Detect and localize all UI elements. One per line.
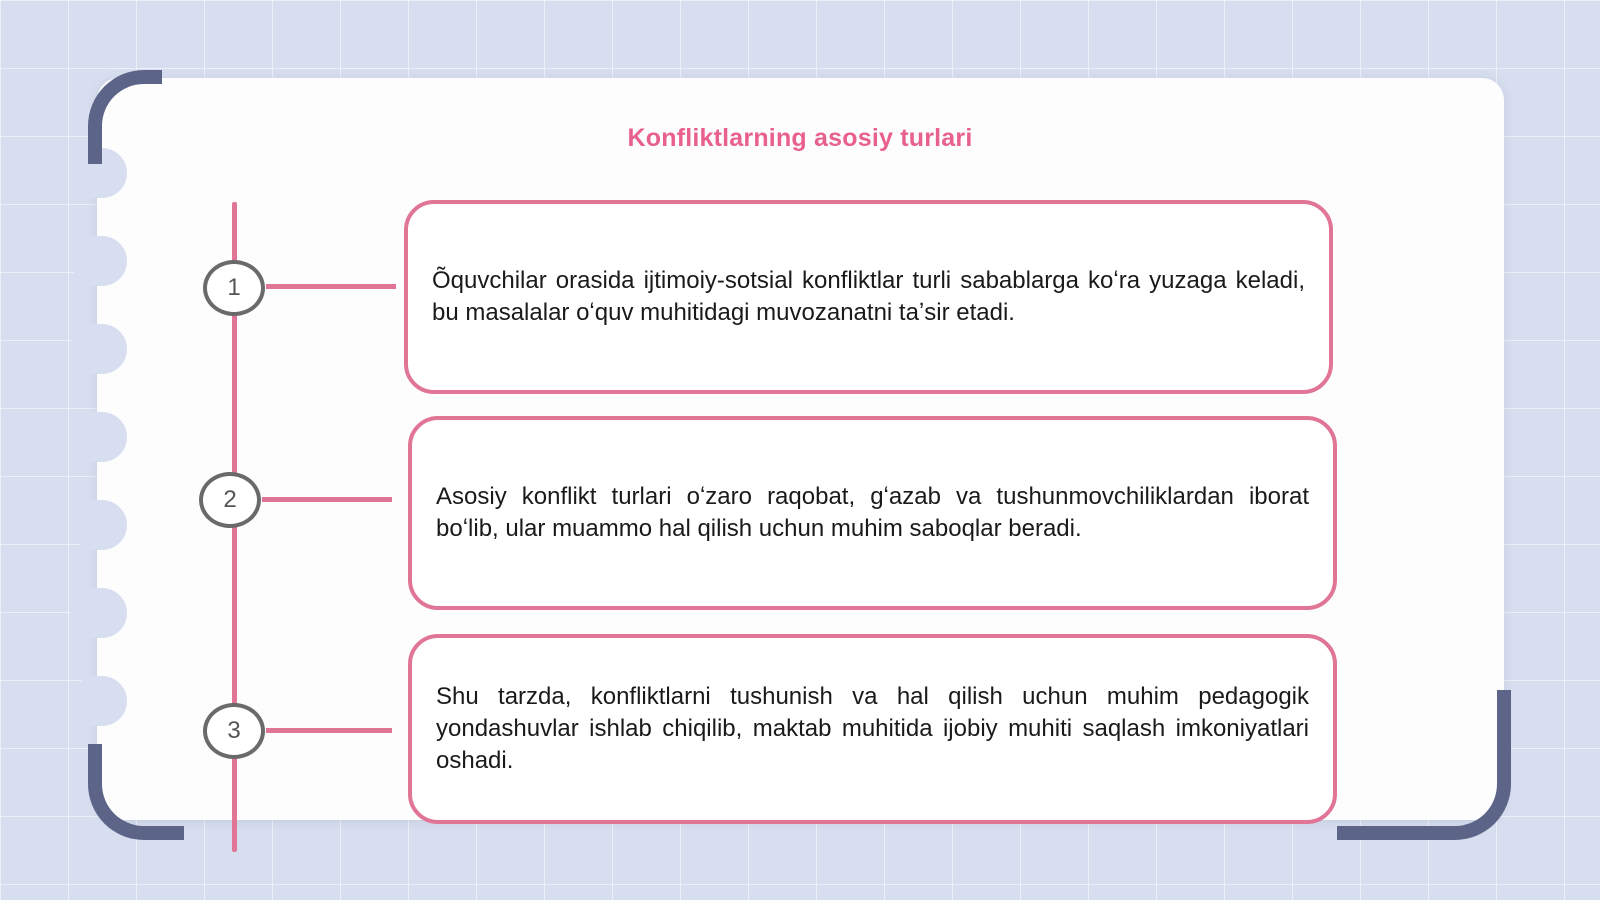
step-number-circle-1: 1 bbox=[203, 260, 265, 316]
content-text-2: Asosiy konflikt turlari oʻzaro raqobat, gʻazab va tushunmovchiliklardan iborat boʻlib, ular muammo hal qilish uchun muhim saboqlar beradi. bbox=[436, 483, 1309, 542]
timeline-connector-3 bbox=[266, 728, 392, 733]
card-edge-notch bbox=[71, 324, 127, 374]
slide-title: Konfliktlarning asosiy turlari bbox=[627, 124, 973, 152]
content-box-3 bbox=[408, 634, 1337, 824]
card-edge-notch bbox=[71, 588, 127, 638]
timeline-connector-2 bbox=[262, 497, 392, 502]
corner-bracket-bottom-left bbox=[88, 744, 184, 840]
content-text-1: Õquvchilar orasida ijtimoiy-sotsial konfliktlar turli sabablarga koʻra yuzaga keladi, bu masalalar oʻquv muhitidagi muvozanatni taʼsir etadi. bbox=[432, 267, 1305, 326]
card-edge-notch bbox=[71, 236, 127, 286]
timeline-connector-1 bbox=[266, 284, 396, 289]
content-box-1 bbox=[404, 200, 1333, 394]
card-edge-notch bbox=[71, 676, 127, 726]
step-number-circle-2: 2 bbox=[199, 472, 261, 528]
corner-bracket-bottom-right bbox=[1337, 690, 1511, 840]
step-number-circle-3: 3 bbox=[203, 703, 265, 759]
content-box-2 bbox=[408, 416, 1337, 610]
card-edge-notch bbox=[71, 500, 127, 550]
card-edge-notch bbox=[71, 412, 127, 462]
content-text-3: Shu tarzda, konfliktlarni tushunish va hal qilish uchun muhim pedagogik yondashuvlar ishlab chiqilib, maktab muhitida ijobiy muhiti saqlash imkoniyatlari oshadi. bbox=[436, 683, 1309, 774]
